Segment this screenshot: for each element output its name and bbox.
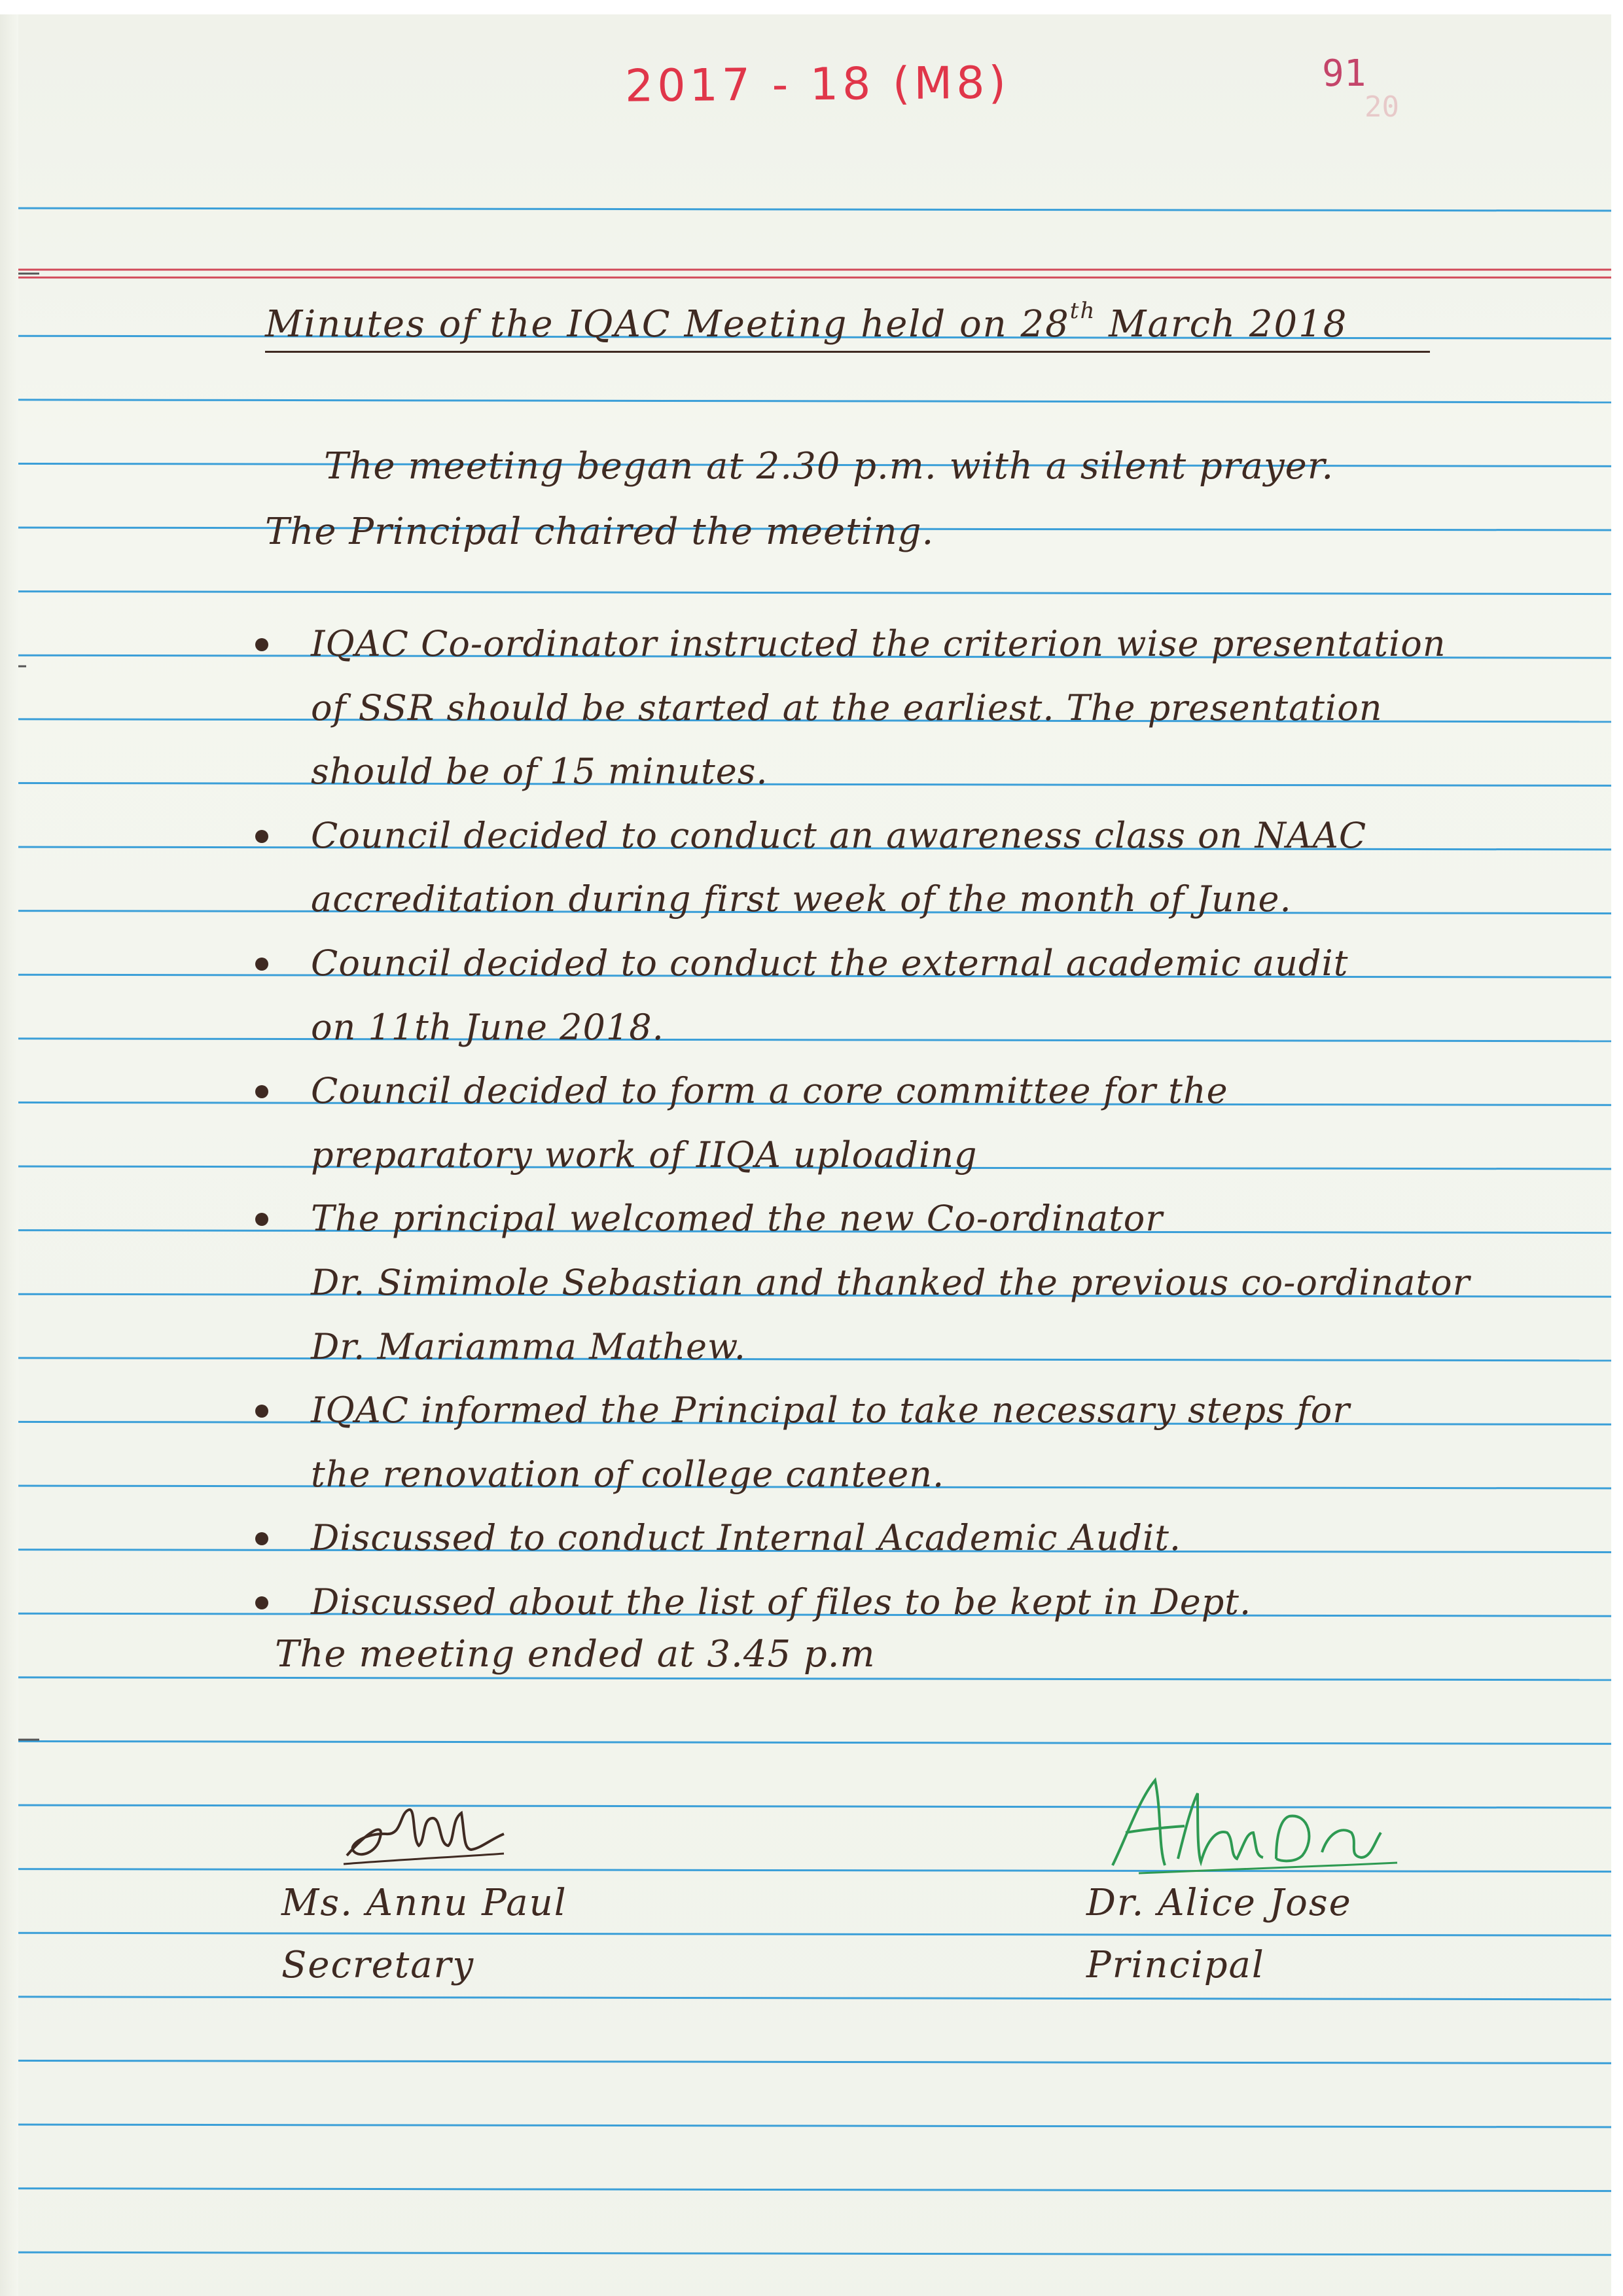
decision-item [249,1187,1616,1378]
decision-line: Dr. Mariamma Mathew. [311,1325,746,1367]
bullet-dot-icon [255,1213,268,1226]
scan-top-border [0,0,1623,14]
decision-line: The principal welcomed the new Co-ordinator [311,1198,1164,1240]
decision-line: Dr. Simimole Sebastian and thanked the previous co-ordinator [311,1261,1471,1303]
decision-item [249,1059,1616,1187]
decision-line: on 11th June 2018. [311,1006,664,1048]
secretary-signature [340,1793,510,1872]
bullet-dot-icon [255,1405,268,1418]
decision-line: preparatory work of IIQA uploading [311,1134,978,1175]
decision-item [249,1378,1616,1506]
bullet-dot-icon [255,1532,268,1545]
decision-line: IQAC Co-ordinator instructed the criterion wise presentation [311,623,1446,664]
decision-item [249,931,1616,1059]
bullet-dot-icon [255,1596,268,1609]
decision-item [249,1506,1616,1570]
decision-line: should be of 15 minutes. [311,751,768,793]
reference-code: 2017 - 18 (M8) [624,57,1010,113]
page-header [0,52,1623,151]
closing-line: The meeting ended at 3.45 p.m [275,1633,876,1676]
decision-item [249,612,1616,804]
secretary-name: Ms. Annu Paul [281,1882,567,1924]
faint-page-number: 20 [1364,90,1399,124]
secretary-role: Secretary [281,1944,475,1986]
principal-name: Dr. Alice Jose [1086,1882,1352,1924]
secretary-block [281,1872,567,1996]
bullet-dot-icon [255,958,268,971]
decision-line: Discussed about the list of files to be kept in Dept. [311,1581,1252,1623]
decision-line: IQAC informed the Principal to take necessary steps for [311,1390,1351,1431]
title-date-suffix: th [1069,298,1096,324]
page-number: 91 [1322,52,1366,95]
intro-paragraph [265,434,1561,565]
decision-line: Council decided to form a core committee for the [311,1070,1228,1112]
title-date-tail: March 2018 [1096,303,1348,346]
decision-line: the renovation of college canteen. [311,1453,945,1495]
decision-item [249,1570,1616,1634]
principal-block [1086,1872,1352,1996]
decisions-list [249,612,1616,1634]
title-text: Minutes of the IQAC Meeting held on 28 [265,303,1070,346]
decision-line: of SSR should be started at the earliest. The presentation [311,687,1383,728]
intro-line-1: The meeting began at 2.30 p.m. with a silent prayer. [324,445,1334,488]
principal-signature [1099,1767,1400,1878]
principal-role: Principal [1086,1944,1265,1986]
bullet-dot-icon [255,830,268,843]
bullet-dot-icon [255,638,268,651]
decision-line: Discussed to conduct Internal Academic Audit. [311,1517,1182,1559]
intro-line-2: The Principal chaired the meeting. [265,511,935,553]
minutes-title [265,298,1430,353]
decision-line: accreditation during first week of the month of June. [311,878,1292,920]
bullet-dot-icon [255,1085,268,1098]
page-binding-edge [0,0,18,2296]
decision-line: Council decided to conduct an awareness class on NAAC [311,814,1367,856]
decision-line: Council decided to conduct the external academic audit [311,942,1349,984]
decision-item [249,804,1616,931]
